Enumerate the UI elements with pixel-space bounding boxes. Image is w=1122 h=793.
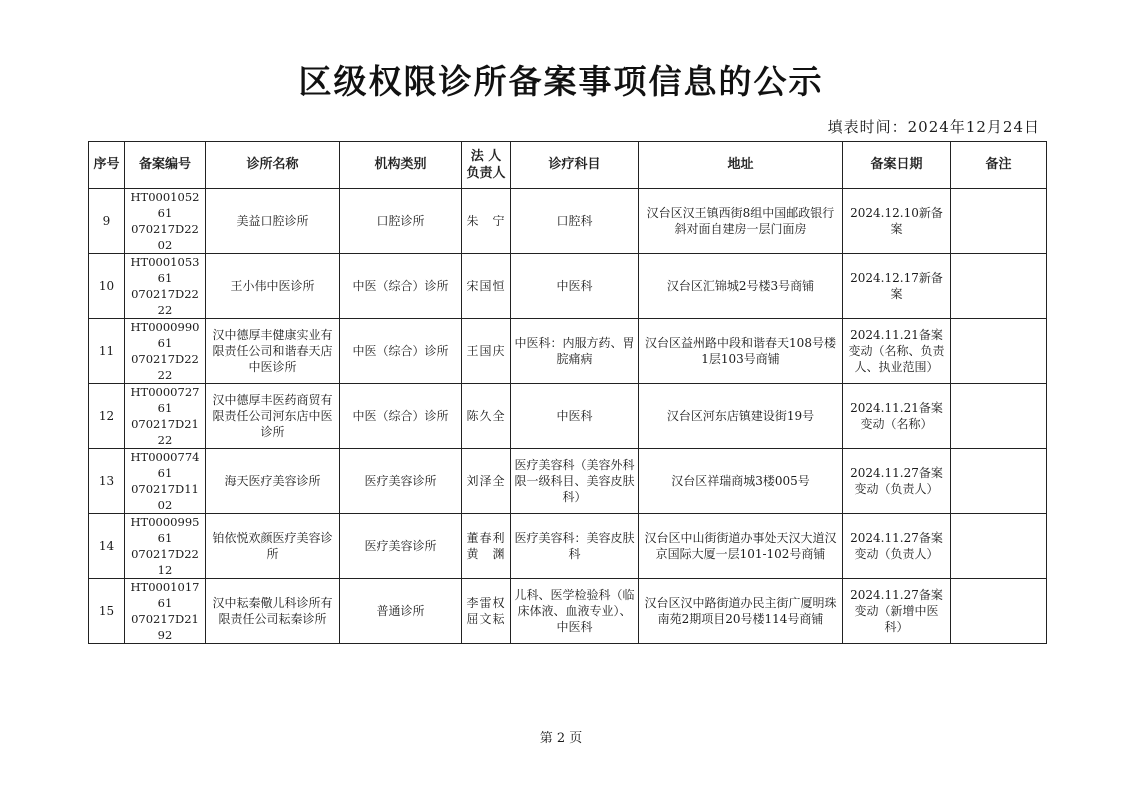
cell-record-code: HT000105361 070217D2222	[125, 254, 206, 319]
cell-category: 中医（综合）诊所	[340, 254, 462, 319]
cell-departments: 中医科	[511, 384, 639, 449]
header-note: 备注	[951, 142, 1047, 189]
cell-legal-person: 董春利 黄 渊	[462, 514, 511, 579]
header-dept: 诊疗科目	[511, 142, 639, 189]
cell-note	[951, 319, 1047, 384]
cell-clinic-name: 王小伟中医诊所	[206, 254, 340, 319]
cell-record-date: 2024.11.27备案变动（负责人）	[843, 514, 951, 579]
cell-legal-person: 李雷权 屈文耘	[462, 579, 511, 644]
cell-record-date: 2024.11.21备案变动（名称）	[843, 384, 951, 449]
header-address: 地址	[639, 142, 843, 189]
cell-legal-person: 刘泽全	[462, 449, 511, 514]
cell-record-date: 2024.11.27备案变动（负责人）	[843, 449, 951, 514]
cell-note	[951, 514, 1047, 579]
cell-record-code: HT000099061 070217D2222	[125, 319, 206, 384]
cell-clinic-name: 铂依悦欢颜医疗美容诊所	[206, 514, 340, 579]
cell-legal-person: 陈久全	[462, 384, 511, 449]
cell-departments: 医疗美容科（美容外科限一级科目、美容皮肤科）	[511, 449, 639, 514]
table-row	[89, 449, 1047, 514]
cell-category: 中医（综合）诊所	[340, 384, 462, 449]
cell-address: 汉台区汇锦城2号楼3号商铺	[639, 254, 843, 319]
cell-category: 医疗美容诊所	[340, 449, 462, 514]
cell-clinic-name: 汉中耘秦儆儿科诊所有限责任公司耘秦诊所	[206, 579, 340, 644]
table-row	[89, 579, 1047, 644]
cell-address: 汉台区河东店镇建设街19号	[639, 384, 843, 449]
cell-note	[951, 384, 1047, 449]
table-header-row	[89, 142, 1047, 189]
cell-record-date: 2024.12.10新备案	[843, 189, 951, 254]
cell-seq: 15	[89, 579, 125, 644]
cell-seq: 12	[89, 384, 125, 449]
header-date: 备案日期	[843, 142, 951, 189]
table-row	[89, 319, 1047, 384]
cell-record-code: HT000105261 070217D2202	[125, 189, 206, 254]
cell-category: 医疗美容诊所	[340, 514, 462, 579]
cell-legal-person: 王国庆	[462, 319, 511, 384]
cell-departments: 中医科	[511, 254, 639, 319]
cell-address: 汉台区汉王镇西街8组中国邮政银行斜对面自建房一层门面房	[639, 189, 843, 254]
page-title: 区级权限诊所备案事项信息的公示	[298, 62, 824, 101]
cell-record-date: 2024.12.17新备案	[843, 254, 951, 319]
table-row	[89, 254, 1047, 319]
records-table	[88, 141, 1047, 644]
cell-address: 汉台区汉中路街道办民主街广厦明珠南苑2期项目20号楼114号商铺	[639, 579, 843, 644]
cell-seq: 10	[89, 254, 125, 319]
cell-address: 汉台区中山街街道办事处天汉大道汉京国际大厦一层101-102号商铺	[639, 514, 843, 579]
cell-category: 口腔诊所	[340, 189, 462, 254]
cell-category: 普通诊所	[340, 579, 462, 644]
cell-legal-person: 宋国恒	[462, 254, 511, 319]
header-seq: 序号	[89, 142, 125, 189]
header-category: 机构类别	[340, 142, 462, 189]
cell-seq: 11	[89, 319, 125, 384]
cell-clinic-name: 海天医疗美容诊所	[206, 449, 340, 514]
table-body	[89, 189, 1047, 644]
header-person: 法 人 负责人	[462, 142, 511, 189]
table-row	[89, 189, 1047, 254]
cell-seq: 9	[89, 189, 125, 254]
cell-record-date: 2024.11.21备案变动（名称、负责人、执业范围）	[843, 319, 951, 384]
cell-record-date: 2024.11.27备案变动（新增中医科）	[843, 579, 951, 644]
cell-record-code: HT000101761 070217D2192	[125, 579, 206, 644]
cell-departments: 儿科、医学检验科（临床体液、血液专业）、中医科	[511, 579, 639, 644]
cell-departments: 中医科：内服方药、胃脘痛病	[511, 319, 639, 384]
page-number: 第 2 页	[539, 731, 583, 746]
cell-clinic-name: 汉中德厚丰医药商贸有限责任公司河东店中医诊所	[206, 384, 340, 449]
cell-record-code: HT000077461 070217D1102	[125, 449, 206, 514]
cell-note	[951, 579, 1047, 644]
cell-note	[951, 189, 1047, 254]
cell-clinic-name: 美益口腔诊所	[206, 189, 340, 254]
cell-departments: 口腔科	[511, 189, 639, 254]
cell-clinic-name: 汉中德厚丰健康实业有限责任公司和谐春天店中医诊所	[206, 319, 340, 384]
table-row	[89, 384, 1047, 449]
cell-departments: 医疗美容科：美容皮肤科	[511, 514, 639, 579]
header-code: 备案编号	[125, 142, 206, 189]
cell-seq: 14	[89, 514, 125, 579]
cell-record-code: HT000099561 070217D2212	[125, 514, 206, 579]
cell-seq: 13	[89, 449, 125, 514]
cell-record-code: HT000072761 070217D2122	[125, 384, 206, 449]
cell-address: 汉台区祥瑞商城3楼005号	[639, 449, 843, 514]
cell-address: 汉台区益州路中段和谐春天108号楼1层103号商铺	[639, 319, 843, 384]
header-name: 诊所名称	[206, 142, 340, 189]
cell-note	[951, 449, 1047, 514]
fill-date: 填表时间：2024年12月24日	[827, 118, 1040, 136]
cell-legal-person: 朱 宁	[462, 189, 511, 254]
cell-category: 中医（综合）诊所	[340, 319, 462, 384]
table-row	[89, 514, 1047, 579]
cell-note	[951, 254, 1047, 319]
